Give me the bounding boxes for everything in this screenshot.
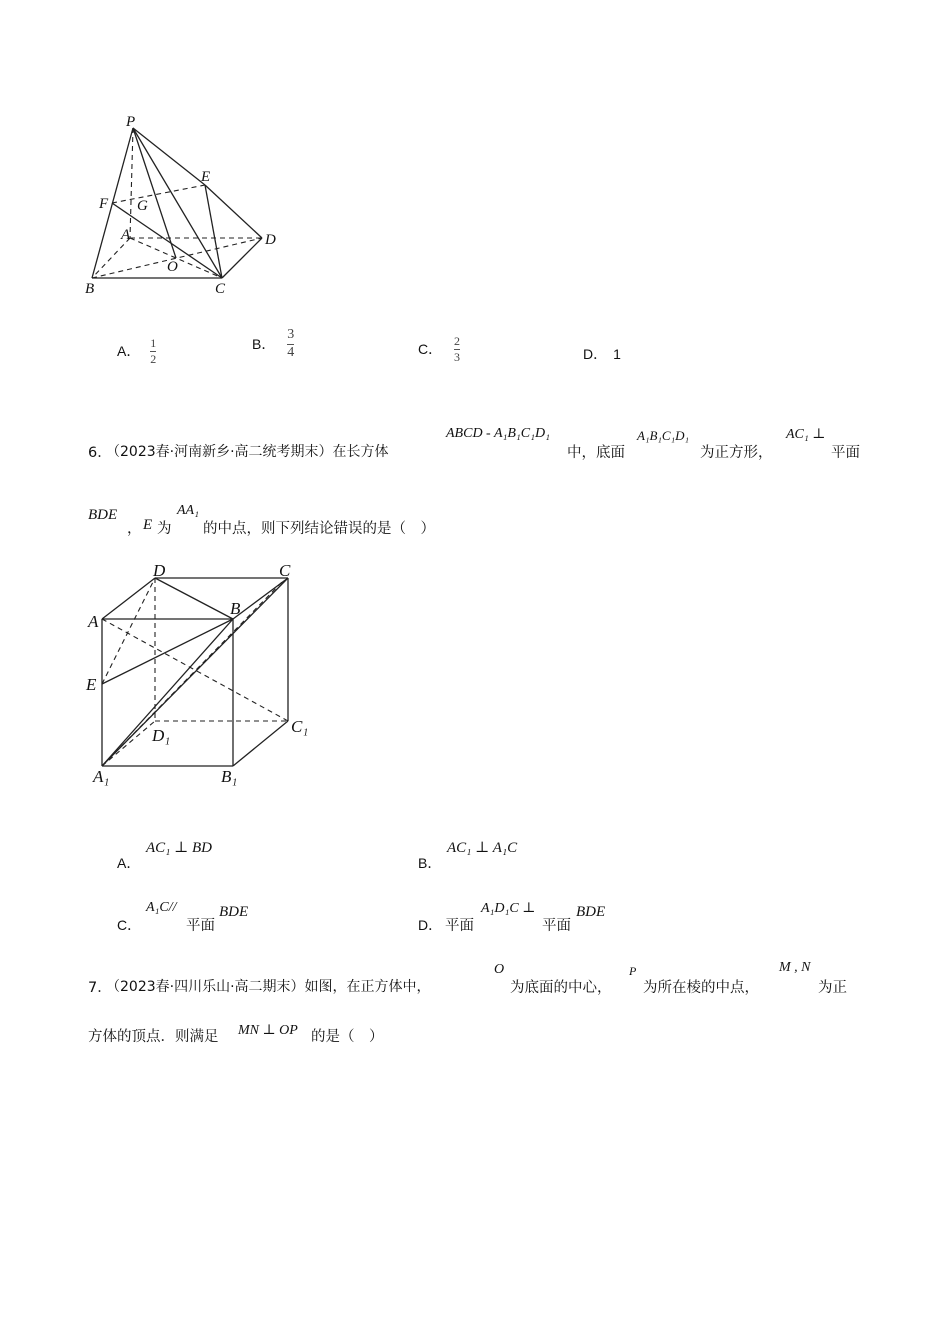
q6-text-2: 为正方形， [700, 445, 773, 461]
q7-text-3: 为正 [818, 980, 847, 996]
q6-option-b-letter[interactable]: B． [418, 855, 442, 871]
q6-plane: BDE [88, 507, 118, 523]
q5-option-d-value: 1 [613, 346, 621, 362]
q6-option-a-math: AC₁ ⊥ BD [146, 840, 212, 856]
q5-label-e: E [201, 169, 211, 185]
q6-label-d: D [153, 561, 166, 580]
q5-option-d-letter: D． [583, 346, 608, 362]
q6-option-d-math2: BDE [576, 904, 606, 920]
q6-perp-line: AC₁ ⊥ [786, 427, 826, 442]
q5-label-f: F [99, 196, 109, 212]
q6-label-b: B [230, 599, 241, 618]
q6-text-6: 的中点，则下列结论错误的是（ ） [203, 521, 435, 537]
q5-option-b-letter: B． [252, 336, 276, 353]
q6-label-d1: D₁ [152, 726, 171, 745]
q5-label-c: C [215, 281, 226, 297]
q6-label-c1: C₁ [291, 717, 309, 736]
q5-option-d[interactable] [583, 344, 621, 364]
q6-base: A₁B₁C₁D₁ [637, 428, 690, 443]
q7-p: P [629, 964, 637, 978]
q5-option-b-fraction: $\frac{3}{4}$ [287, 327, 295, 360]
q5-label-a: A [121, 227, 131, 243]
q7-text-5: 的是（ ） [311, 1029, 384, 1045]
q7-source: （2023春·四川乐山·高二期末）如图，在正方体中， [106, 979, 431, 995]
q6-option-d-text1: 平面 [445, 918, 474, 934]
q5-option-b[interactable] [252, 328, 294, 360]
q5-label-p: P [126, 114, 136, 130]
q5-option-a-fraction: $\frac{1}{2}$ [150, 336, 157, 366]
q6-edge: AA₁ [177, 503, 199, 518]
q6-source: （2023春·河南新乡·高二统考期末）在长方体 [106, 444, 389, 460]
q6-text-1: 中，底面 [567, 445, 625, 461]
q6-option-d-math1: A₁D₁C ⊥ [481, 901, 536, 916]
q6-text-3: 平面 [831, 445, 860, 461]
q5-label-d: D [265, 232, 276, 248]
q6-label-b1: B₁ [221, 767, 238, 786]
q6-option-c-letter[interactable]: C． [117, 917, 142, 933]
q6-e: E [143, 517, 153, 533]
q6-option-c-text: 平面 [186, 918, 215, 934]
q5-option-c[interactable] [418, 335, 460, 363]
q5-option-c-fraction: $\frac{2}{3}$ [454, 334, 461, 364]
q6-label-a1: A₁ [93, 767, 110, 786]
q5-label-o: O [167, 259, 178, 275]
q7-mn: M , N [779, 960, 811, 975]
q6-text-4: ， [127, 521, 142, 537]
q6-option-b-math: AC₁ ⊥ A₁C [447, 840, 518, 856]
q6-text-5: 为 [157, 521, 172, 537]
q7-text-1: 为底面的中心， [510, 980, 612, 996]
q6-label-a: A [88, 612, 99, 631]
q6-option-c-math2: BDE [219, 904, 249, 920]
q5-pyramid-figure [80, 110, 290, 300]
q7-o: O [494, 962, 505, 977]
q5-option-a[interactable] [117, 337, 156, 365]
q7-text-2: 为所在棱的中点， [643, 980, 759, 996]
q6-option-a-letter[interactable]: A． [117, 855, 141, 871]
q6-option-c-math1: A₁C// [146, 900, 177, 915]
q6-box-figure [80, 555, 325, 795]
q6-number: 6． [88, 445, 112, 461]
q6-label-e: E [86, 675, 97, 694]
q6-option-d-text2: 平面 [542, 918, 571, 934]
q7-condition: MN ⊥ OP [238, 1023, 298, 1038]
q7-number: 7． [88, 980, 112, 996]
q7-text-4: 方体的顶点．则满足 [88, 1029, 219, 1045]
q5-option-a-letter: A． [117, 343, 141, 360]
q6-option-d-letter[interactable]: D． [418, 917, 443, 933]
q6-label-c: C [279, 561, 291, 580]
q5-label-b: B [85, 281, 95, 297]
q6-solid: ABCD - A₁B₁C₁D₁ [446, 426, 550, 441]
q5-label-g: G [137, 198, 148, 214]
q5-option-c-letter: C． [418, 341, 443, 358]
